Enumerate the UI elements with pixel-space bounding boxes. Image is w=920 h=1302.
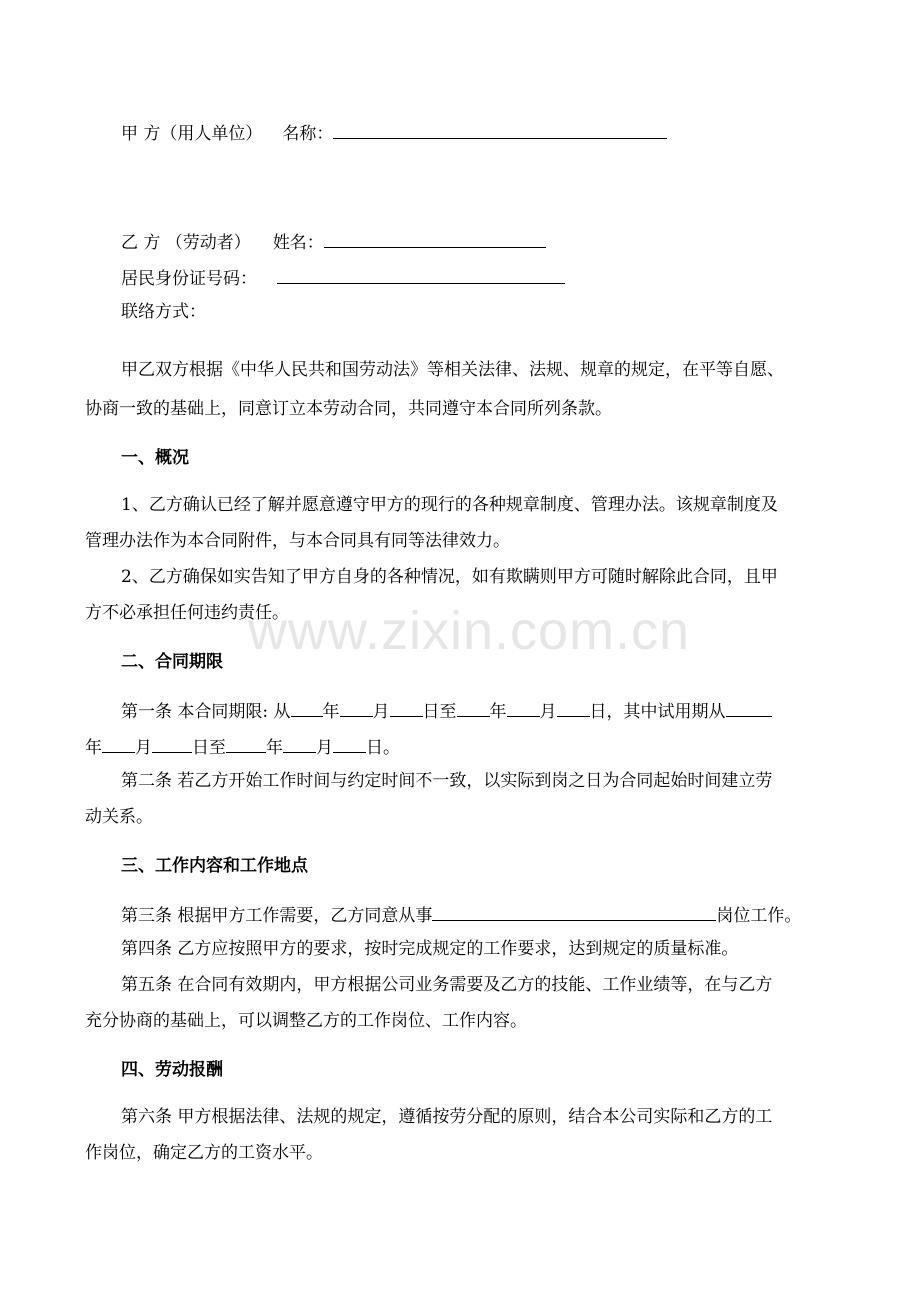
year-text: 年	[322, 702, 340, 722]
trial-text: 日，其中试用期从	[589, 702, 726, 722]
day-to-text: 日至	[192, 738, 226, 758]
party-a-line	[121, 120, 667, 145]
party-a-label: 甲 方（用人单位）	[121, 124, 263, 144]
year-text: 年	[489, 702, 507, 722]
day-to-text: 日至	[422, 702, 457, 722]
article-6-line-2: 作岗位，确定乙方的工资水平。	[85, 1143, 323, 1163]
article-4: 第四条 乙方应按照甲方的要求，按时完成规定的工作要求，达到规定的质量标准。	[121, 939, 739, 959]
article-1-line-2	[85, 734, 400, 759]
party-b-id-label: 居民身份证号码：	[121, 269, 257, 289]
section-1-p1-line-2: 管理办法作为本合同附件，与本合同具有同等法律效力。	[85, 531, 510, 551]
trial-start-month-field[interactable]	[102, 734, 135, 753]
article-1-prefix: 第一条 本合同期限: 从	[121, 702, 291, 722]
section-1-title: 一、概况	[121, 448, 189, 468]
section-4-title: 四、劳动报酬	[121, 1060, 223, 1080]
end-day-field[interactable]	[557, 698, 590, 717]
trial-end-month-field[interactable]	[283, 734, 316, 753]
year-text: 年	[85, 738, 102, 758]
party-b-name-label: 姓名：	[272, 233, 324, 253]
intro-line-2: 协商一致的基础上，同意订立本劳动合同，共同遵守本合同所列条款。	[85, 399, 612, 419]
trial-start-day-field[interactable]	[152, 734, 192, 753]
section-1-p1-line-1: 1、乙方确认已经了解并愿意遵守甲方的现行的各种规章制度、管理办法。该规章制度及	[121, 495, 778, 515]
section-1-p2-line-1: 2、乙方确保如实告知了甲方自身的各种情况，如有欺瞒则甲方可随时解除此合同，且甲	[121, 567, 778, 587]
article-1-line-1	[121, 698, 772, 723]
trial-start-year-field[interactable]	[726, 698, 772, 717]
party-b-contact-label: 联络方式：	[121, 302, 206, 322]
article-5-line-2: 充分协商的基础上，可以调整乙方的工作岗位、工作内容。	[85, 1011, 527, 1031]
party-b-label: 乙 方 （劳动者）	[121, 233, 251, 253]
trial-end-day-field[interactable]	[333, 734, 366, 753]
month-text: 月	[316, 738, 333, 758]
section-2-title: 二、合同期限	[121, 652, 223, 672]
party-b-id-line	[121, 265, 565, 290]
party-b-id-field[interactable]	[277, 265, 565, 284]
day-end-text: 日。	[366, 738, 400, 758]
year-text: 年	[266, 738, 283, 758]
article-5-line-1: 第五条 在合同有效期内，甲方根据公司业务需要及乙方的技能、工作业绩等，在与乙方	[121, 975, 773, 995]
month-text: 月	[135, 738, 152, 758]
trial-end-year-field[interactable]	[226, 734, 266, 753]
party-a-name-field[interactable]	[333, 120, 667, 139]
intro-line-1: 甲乙双方根据《中华人民共和国劳动法》等相关法律、法规、规章的规定，在平等自愿、	[121, 360, 784, 380]
article-3-prefix: 第三条 根据甲方工作需要，乙方同意从事	[121, 906, 433, 926]
end-year-field[interactable]	[457, 698, 490, 717]
start-day-field[interactable]	[390, 698, 423, 717]
month-text: 月	[372, 702, 390, 722]
article-2-line-1: 第二条 若乙方开始工作时间与约定时间不一致，以实际到岗之日为合同起始时间建立劳	[121, 771, 773, 791]
end-month-field[interactable]	[507, 698, 540, 717]
watermark: www.zixin.com.cn	[248, 601, 691, 661]
party-b-line	[121, 229, 546, 254]
article-6-line-1: 第六条 甲方根据法律、法规的规定，遵循按劳分配的原则，结合本公司实际和乙方的工	[121, 1107, 773, 1127]
job-position-field[interactable]	[432, 902, 716, 921]
section-3-title: 三、工作内容和工作地点	[121, 856, 308, 876]
article-3-suffix: 岗位工作。	[716, 906, 802, 926]
start-month-field[interactable]	[340, 698, 373, 717]
article-3-line	[121, 902, 801, 927]
start-year-field[interactable]	[291, 698, 323, 717]
month-text: 月	[539, 702, 557, 722]
party-b-name-field[interactable]	[324, 229, 546, 248]
party-a-name-label: 名称：	[282, 124, 334, 144]
article-2-line-2: 动关系。	[85, 807, 153, 827]
section-1-p2-line-2: 方不必承担任何违约责任。	[85, 603, 289, 623]
